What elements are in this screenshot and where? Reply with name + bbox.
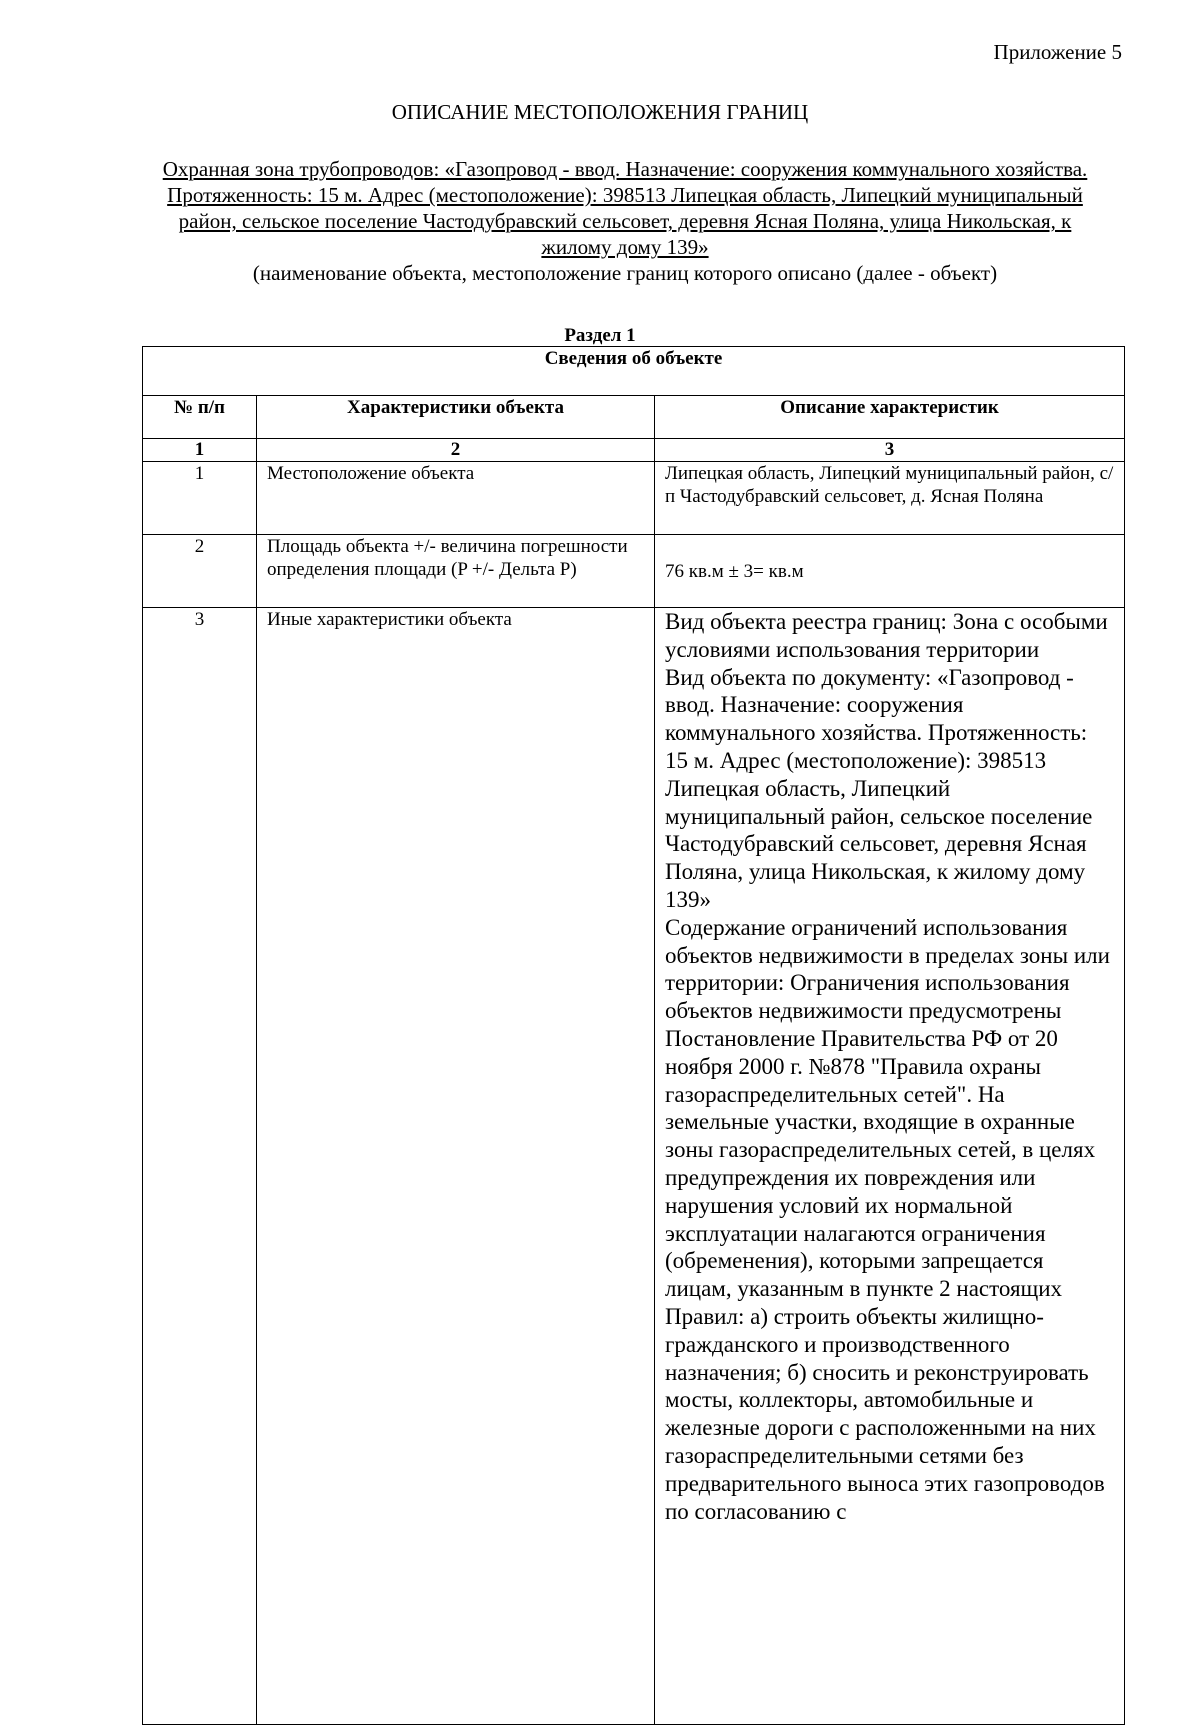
table-header-row bbox=[143, 396, 1125, 439]
row-description: Липецкая область, Липецкий муниципальный район, с/п Частодубравский сельсовет, д. Ясная Поляна bbox=[655, 462, 1125, 535]
row-description-extended bbox=[655, 608, 1125, 1725]
object-registry-type: Вид объекта реестра границ: Зона с особыми условиями использования территории bbox=[665, 609, 1108, 662]
row-description: 76 кв.м ± 3= кв.м bbox=[655, 535, 1125, 608]
column-number-row bbox=[143, 439, 1125, 462]
column-number-2: 2 bbox=[257, 439, 655, 462]
document-title: ОПИСАНИЕ МЕСТОПОЛОЖЕНИЯ ГРАНИЦ bbox=[391, 100, 809, 124]
table-title: Сведения об объекте bbox=[143, 347, 1125, 396]
table-row bbox=[143, 462, 1125, 535]
object-name-caption: (наименование объекта, местоположение границ которого описано (далее - объект) bbox=[252, 261, 998, 285]
column-header-characteristic: Характеристики объекта bbox=[257, 396, 655, 439]
column-header-number: № п/п bbox=[143, 396, 257, 439]
column-number-3: 3 bbox=[655, 439, 1125, 462]
column-number-1: 1 bbox=[143, 439, 257, 462]
table-row bbox=[143, 608, 1125, 1725]
object-info-table bbox=[142, 346, 1125, 1725]
row-number: 3 bbox=[143, 608, 257, 1725]
appendix-label: Приложение 5 bbox=[993, 40, 1122, 64]
table-row bbox=[143, 535, 1125, 608]
table-caption-row bbox=[143, 347, 1125, 396]
row-characteristic: Площадь объекта +/- величина погрешности определения площади (P +/- Дельта P) bbox=[257, 535, 655, 608]
row-characteristic: Местоположение объекта bbox=[257, 462, 655, 535]
row-number: 1 bbox=[143, 462, 257, 535]
section-label: Раздел 1 bbox=[564, 325, 636, 346]
row-number: 2 bbox=[143, 535, 257, 608]
column-header-description: Описание характеристик bbox=[655, 396, 1125, 439]
object-description-block bbox=[145, 156, 1105, 286]
object-document-type: Вид объекта по документу: «Газопровод - ввод. Назначение: сооружения коммунального хозяйства. Протяженность: 15 м. Адрес (местоположение): 398513 Липецкая область, Липецкий муниципальный район, сельское поселение Частодубравский сельсовет, деревня Ясная Поляна, улица Никольская, к жилому дому 139» bbox=[665, 664, 1093, 912]
row-characteristic: Иные характеристики объекта bbox=[257, 608, 655, 1725]
restrictions-content: Содержание ограничений использования объектов недвижимости в пределах зоны или территории: Ограничения использования объектов недвижимости предусмотрены Постановление Правительства РФ от 20 ноября 2000 г. №878 "Правила охраны газораспределительных сетей". На земельные участки, входящие в охранные зоны газораспределительных сетей, в целях предупреждения их повреждения или нарушения условий их нормальной эксплуатации налагаются ограничения (обременения), которыми запрещается лицам, указанным в пункте 2 настоящих Правил: а) строить объекты жилищно-гражданского и производственного назначения; б) сносить и реконструировать мосты, коллекторы, автомобильные и железные дороги с расположенными на них газораспределительными сетями без предварительного выноса этих газопроводов по согласованию с bbox=[665, 914, 1110, 1524]
object-name: Охранная зона трубопроводов: «Газопровод - ввод. Назначение: сооружения коммунального хозяйства. Протяженность: 15 м. Адрес (местоположение): 398513 Липецкая область, Липецкий муниципальный район, сельское поселение Частодубравский сельсовет, деревня Ясная Поляна, улица Никольская, к жилому дому 139» bbox=[162, 157, 1088, 259]
